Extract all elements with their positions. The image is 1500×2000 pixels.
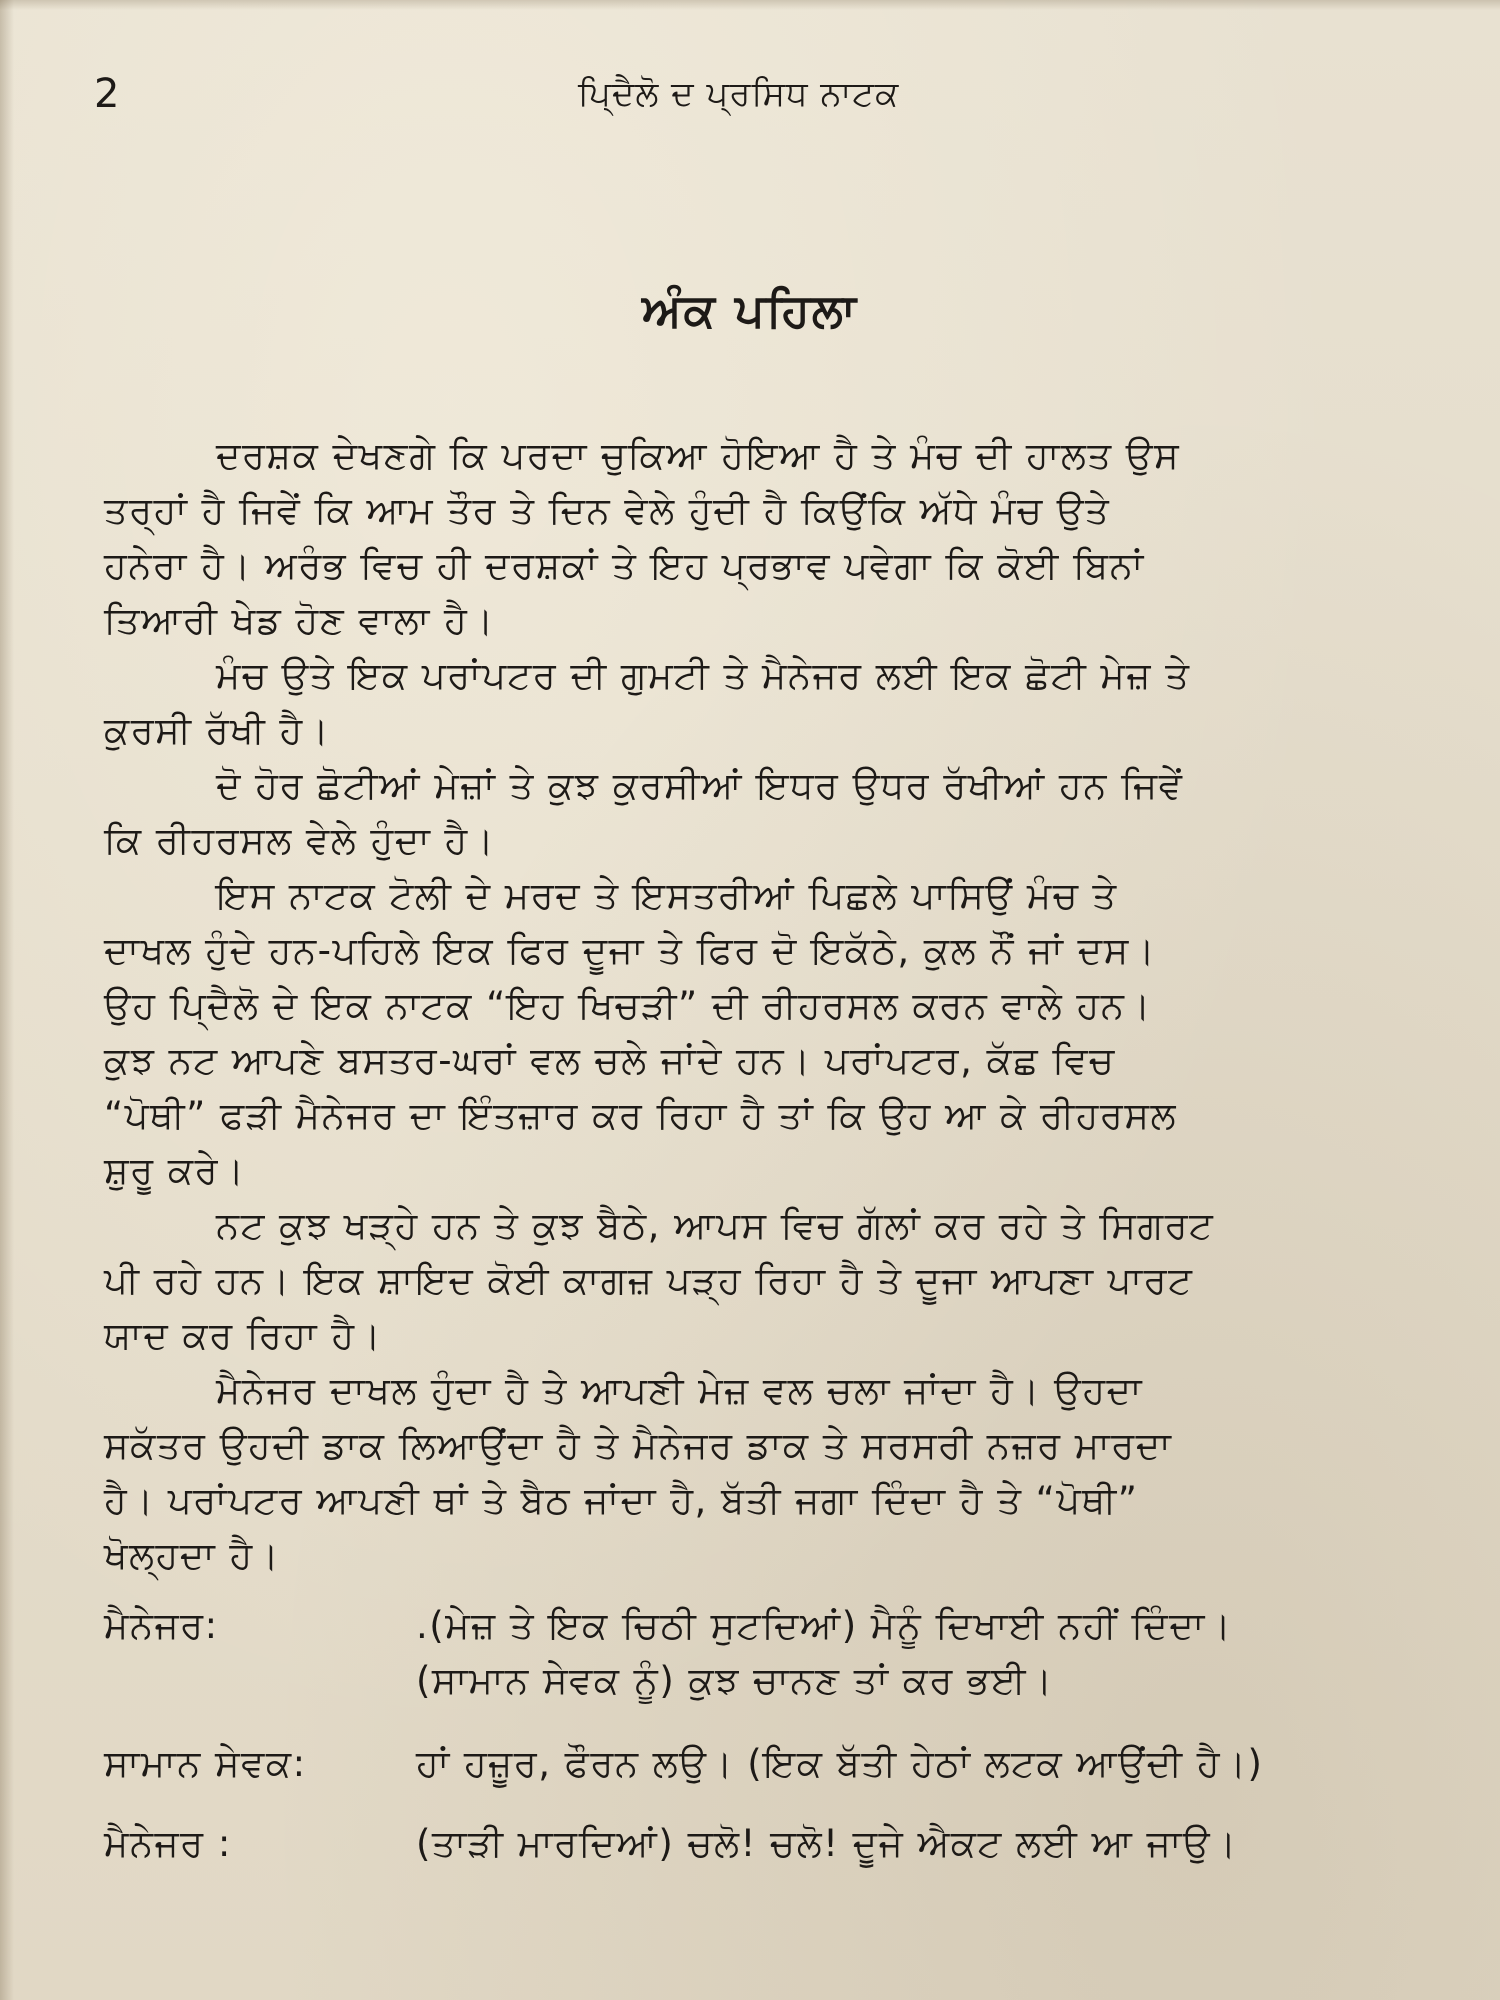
speech-line: .(ਮੇਜ਼ ਤੇ ਇਕ ਚਿਠੀ ਸੁਟਦਿਆਂ) ਮੈਨੂੰ ਦਿਖਾਈ ਨਹੀਂ ਦਿੰਦਾ। xyxy=(416,1604,1233,1647)
text-line: ਸਕੱਤਰ ਉਹਦੀ ਡਾਕ ਲਿਆਉਂਦਾ ਹੈ ਤੇ ਮੈਨੇਜਰ ਡਾਕ ਤੇ ਸਰਸਰੀ ਨਜ਼ਰ ਮਾਰਦਾ xyxy=(104,1424,1173,1467)
text-line: ਦਾਖਲ ਹੁੰਦੇ ਹਨ-ਪਹਿਲੇ ਇਕ ਫਿਰ ਦੂਜਾ ਤੇ ਫਿਰ ਦੋ ਇਕੱਠੇ, ਕੁਲ ਨੌਂ ਜਾਂ ਦਸ। xyxy=(104,929,1157,972)
text-line: ਮੰਚ ਉਤੇ ਇਕ ਪਰਾਂਪਟਰ ਦੀ ਗੁਮਟੀ ਤੇ ਮੈਨੇਜਰ ਲਈ ਇਕ ਛੋਟੀ ਮੇਜ਼ ਤੇ xyxy=(216,654,1191,697)
text-line: ਉਹ ਪਿ੍ਦੈਲੋ ਦੇ ਇਕ ਨਾਟਕ “ਇਹ ਖਿਚੜੀ” ਦੀ ਰੀਹਰਸਲ ਕਰਨ ਵਾਲੇ ਹਨ। xyxy=(104,984,1152,1027)
body-text xyxy=(104,428,1454,1583)
page-top-shadow xyxy=(0,0,1500,10)
paragraph xyxy=(104,1198,1454,1363)
paragraph xyxy=(104,868,1454,1198)
speech-line: (ਤਾੜੀ ਮਾਰਦਿਆਂ) ਚਲੋ! ਚਲੋ! ਦੂਜੇ ਐਕਟ ਲਈ ਆ ਜਾਉ। xyxy=(416,1822,1238,1865)
text-line: ਤਰ੍ਹਾਂ ਹੈ ਜਿਵੇਂ ਕਿ ਆਮ ਤੌਰ ਤੇ ਦਿਨ ਵੇਲੇ ਹੁੰਦੀ ਹੈ ਕਿਉਂਕਿ ਅੱਧੇ ਮੰਚ ਉਤੇ xyxy=(104,489,1111,532)
paragraph xyxy=(104,428,1454,648)
text-line: ਮੈਨੇਜਰ ਦਾਖਲ ਹੁੰਦਾ ਹੈ ਤੇ ਆਪਣੀ ਮੇਜ਼ ਵਲ ਚਲਾ ਜਾਂਦਾ ਹੈ। ਉਹਦਾ xyxy=(216,1369,1144,1412)
speaker-name: ਮੈਨੇਜਰ: xyxy=(104,1604,219,1647)
text-line: ਸ਼ੁਰੂ ਕਰੇ। xyxy=(104,1149,246,1192)
speaker-name: ਸਾਮਾਨ ਸੇਵਕ: xyxy=(104,1742,307,1785)
text-line: ਹੈ। ਪਰਾਂਪਟਰ ਆਪਣੀ ਥਾਂ ਤੇ ਬੈਠ ਜਾਂਦਾ ਹੈ, ਬੱਤੀ ਜਗਾ ਦਿੰਦਾ ਹੈ ਤੇ “ਪੋਥੀ” xyxy=(104,1479,1139,1522)
speaker-name: ਮੈਨੇਜਰ : xyxy=(104,1822,232,1865)
text-line: ਯਾਦ ਕਰ ਰਿਹਾ ਹੈ। xyxy=(104,1314,383,1357)
paragraph xyxy=(104,648,1454,758)
text-line: ਪੀ ਰਹੇ ਹਨ। ਇਕ ਸ਼ਾਇਦ ਕੋਈ ਕਾਗਜ਼ ਪੜ੍ਹ ਰਿਹਾ ਹੈ ਤੇ ਦੂਜਾ ਆਪਣਾ ਪਾਰਟ xyxy=(104,1259,1194,1302)
text-line: ਦਰਸ਼ਕ ਦੇਖਣਗੇ ਕਿ ਪਰਦਾ ਚੁਕਿਆ ਹੋਇਆ ਹੈ ਤੇ ਮੰਚ ਦੀ ਹਾਲਤ ਉਸ xyxy=(216,434,1181,477)
text-line: ਤਿਆਰੀ ਖੇਡ ਹੋਣ ਵਾਲਾ ਹੈ। xyxy=(104,599,495,642)
speech-text xyxy=(416,1816,1238,1871)
paragraph xyxy=(104,758,1454,868)
speech-line: ਹਾਂ ਹਜ਼ੂਰ, ਫੌਰਨ ਲਉ। (ਇਕ ਬੱਤੀ ਹੇਠਾਂ ਲਟਕ ਆਉਂਦੀ ਹੈ।) xyxy=(416,1742,1264,1785)
text-line: ਦੋ ਹੋਰ ਛੋਟੀਆਂ ਮੇਜ਼ਾਂ ਤੇ ਕੁਝ ਕੁਰਸੀਆਂ ਇਧਰ ਉਧਰ ਰੱਖੀਆਂ ਹਨ ਜਿਵੇਂ xyxy=(216,764,1184,807)
speech-text xyxy=(416,1598,1232,1708)
speech-text xyxy=(416,1736,1263,1791)
text-line: ਨਟ ਕੁਝ ਖੜ੍ਹੇ ਹਨ ਤੇ ਕੁਝ ਬੈਠੇ, ਆਪਸ ਵਿਚ ਗੱਲਾਂ ਕਰ ਰਹੇ ਤੇ ਸਿਗਰਟ xyxy=(216,1204,1215,1247)
text-line: ਕੁਝ ਨਟ ਆਪਣੇ ਬਸਤਰ-ਘਰਾਂ ਵਲ ਚਲੇ ਜਾਂਦੇ ਹਨ। ਪਰਾਂਪਟਰ, ਕੱਛ ਵਿਚ xyxy=(104,1039,1116,1082)
chapter-title: ਅੰਕ ਪਹਿਲਾ xyxy=(642,283,858,337)
running-header: ਪਿ੍ਦੈਲੋ ਦ ਪ੍ਰਸਿਧ ਨਾਟਕ xyxy=(578,74,900,114)
text-line: ਹਨੇਰਾ ਹੈ। ਅਰੰਭ ਵਿਚ ਹੀ ਦਰਸ਼ਕਾਂ ਤੇ ਇਹ ਪ੍ਰਭਾਵ ਪਵੇਗਾ ਕਿ ਕੋਈ ਬਿਨਾਂ xyxy=(104,544,1145,587)
text-line: “ਪੋਥੀ” ਫੜੀ ਮੈਨੇਜਰ ਦਾ ਇੰਤਜ਼ਾਰ ਕਰ ਰਿਹਾ ਹੈ ਤਾਂ ਕਿ ਉਹ ਆ ਕੇ ਰੀਹਰਸਲ xyxy=(104,1094,1177,1137)
paragraph xyxy=(104,1363,1454,1583)
text-line: ਖੋਲ੍ਹਦਾ ਹੈ। xyxy=(104,1534,281,1577)
text-line: ਇਸ ਨਾਟਕ ਟੋਲੀ ਦੇ ਮਰਦ ਤੇ ਇਸਤਰੀਆਂ ਪਿਛਲੇ ਪਾਸਿਉਂ ਮੰਚ ਤੇ xyxy=(216,874,1118,917)
speech-line: (ਸਾਮਾਨ ਸੇਵਕ ਨੂੰ) ਕੁਝ ਚਾਨਣ ਤਾਂ ਕਰ ਭਈ। xyxy=(416,1659,1054,1702)
page-number: 2 xyxy=(94,71,120,117)
text-line: ਕਿ ਰੀਹਰਸਲ ਵੇਲੇ ਹੁੰਦਾ ਹੈ। xyxy=(104,819,496,862)
text-line: ਕੁਰਸੀ ਰੱਖੀ ਹੈ। xyxy=(104,709,331,752)
